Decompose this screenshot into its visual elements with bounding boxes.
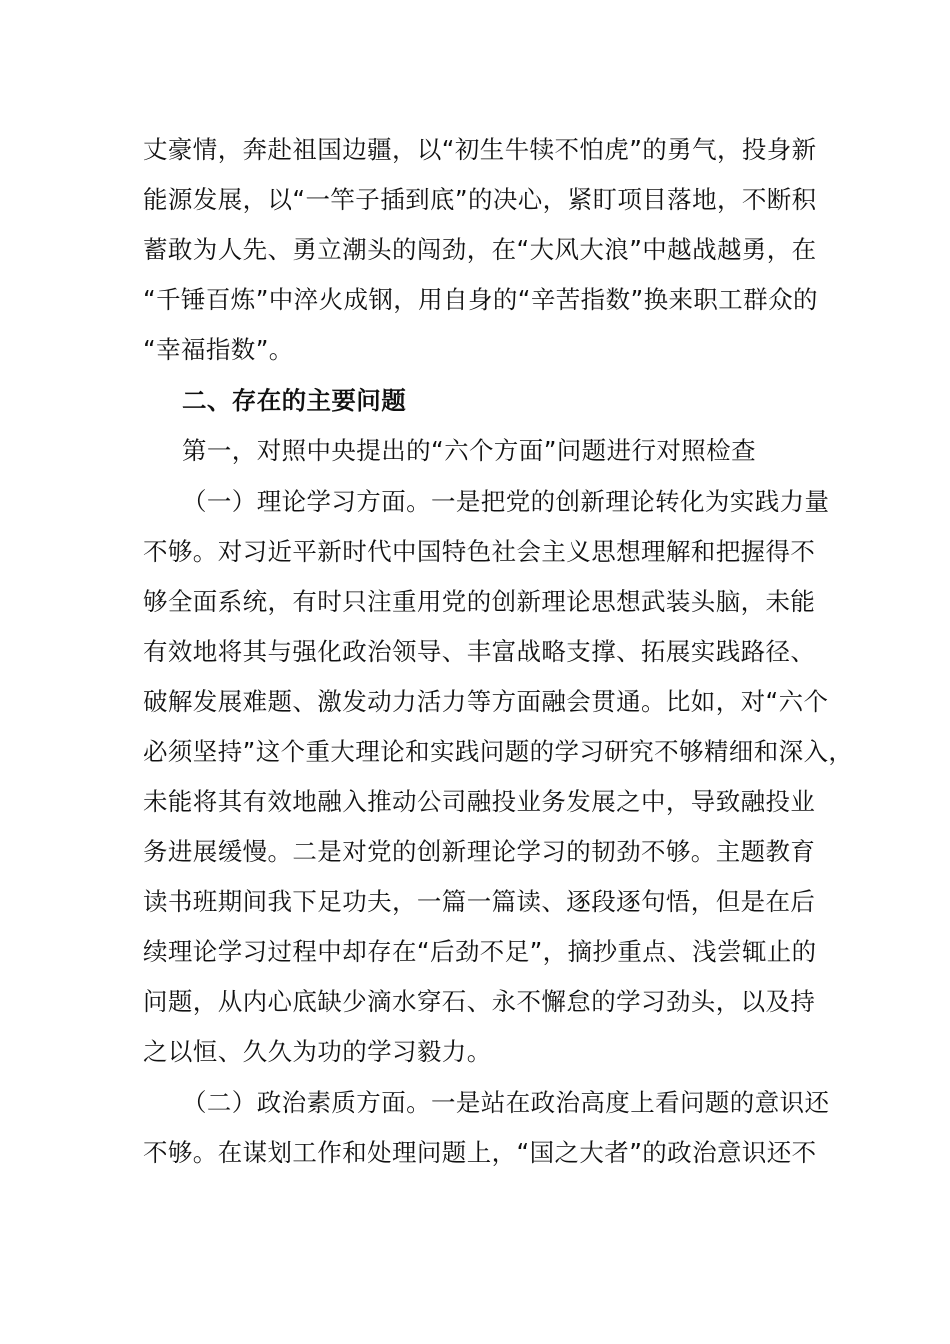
paragraph-line: 够全面系统，有时只注重用党的创新理论思想武装头脑，未能: [143, 587, 816, 616]
paragraph-line: “千锤百炼”中淬火成钢，用自身的“辛苦指数”换来职工群众的: [143, 285, 818, 314]
section-heading: 二、存在的主要问题: [182, 386, 407, 415]
paragraph-line: 能源发展，以“一竿子插到底”的决心，紧盯项目落地，不断积: [143, 185, 817, 214]
paragraph-line: 读书班期间我下足功夫，一篇一篇读、逐段逐句悟，但是在后: [143, 887, 816, 916]
paragraph-line: 不够。在谋划工作和处理问题上，“国之大者”的政治意识还不: [143, 1138, 817, 1167]
paragraph-line: 之以恒、久久为功的学习毅力。: [143, 1037, 492, 1066]
paragraph-line: 务进展缓慢。二是对党的创新理论学习的韧劲不够。主题教育: [143, 837, 816, 866]
paragraph-line: 不够。对习近平新时代中国特色社会主义思想理解和把握得不: [143, 537, 816, 566]
paragraph-line: “幸福指数”。: [143, 335, 294, 364]
paragraph-line: （一）理论学习方面。一是把党的创新理论转化为实践力量: [182, 487, 830, 516]
paragraph-line: （二）政治素质方面。一是站在政治高度上看问题的意识还: [182, 1088, 830, 1117]
paragraph-line: 必须坚持”这个重大理论和实践问题的学习研究不够精细和深入，: [143, 737, 854, 766]
paragraph-line: 问题，从内心底缺少滴水穿石、永不懈怠的学习劲头，以及持: [143, 987, 816, 1016]
subsection-title: 第一，对照中央提出的“六个方面”问题进行对照检查: [182, 436, 756, 465]
paragraph-line: 蓄敢为人先、勇立潮头的闯劲，在“大风大浪”中越战越勇，在: [143, 235, 817, 264]
paragraph-line: 破解发展难题、激发动力活力等方面融会贯通。比如，对“六个: [143, 687, 829, 716]
paragraph-line: 未能将其有效地融入推动公司融投业务发展之中，导致融投业: [143, 787, 816, 816]
paragraph-line: 续理论学习过程中却存在“后劲不足”，摘抄重点、浅尝辄止的: [143, 937, 817, 966]
paragraph-line: 有效地将其与强化政治领导、丰富战略支撑、拓展实践路径、: [143, 637, 816, 666]
paragraph-line: 丈豪情，奔赴祖国边疆，以“初生牛犊不怕虎”的勇气，投身新: [143, 135, 817, 164]
